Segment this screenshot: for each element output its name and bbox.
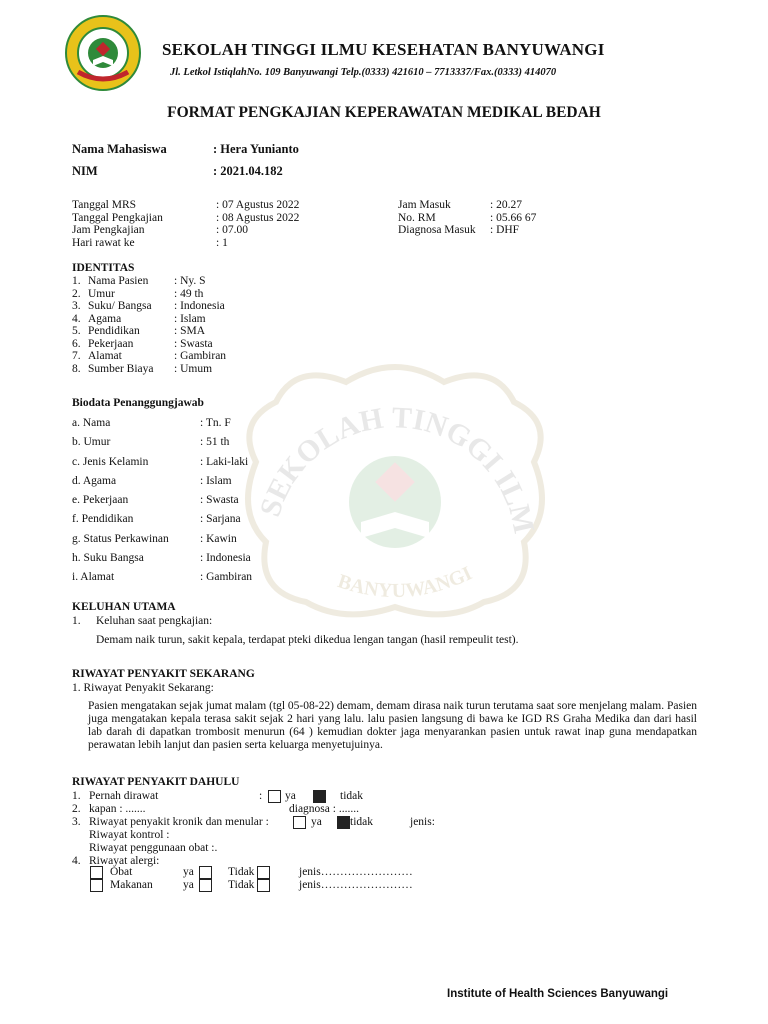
svg-text:BANYUWANGI <box>335 562 476 602</box>
list-item: d. Agama : Islam <box>72 474 232 487</box>
allergy-makanan-ya-checkbox[interactable] <box>199 879 212 892</box>
rpd-q4-num: 4. <box>72 855 81 867</box>
penanggung-list <box>72 417 252 591</box>
admission-row: Diagnosa Masuk : DHF <box>398 224 520 236</box>
allergy-makanan-jenis: jenis…………………… <box>299 879 413 891</box>
list-item: b. Umur : 51 th <box>72 436 230 449</box>
rpd-q4-label: Riwayat alergi: <box>89 855 160 867</box>
allergy-obat-ya-label: ya <box>183 866 194 878</box>
identitas-heading: IDENTITAS <box>72 262 135 274</box>
rpd-q1-tidak-checkbox[interactable] <box>313 790 326 803</box>
rps-heading: RIWAYAT PENYAKIT SEKARANG <box>72 668 255 680</box>
rps-label: 1. Riwayat Penyakit Sekarang: <box>72 682 214 694</box>
rpd-obat-use: Riwayat penggunaan obat :. <box>89 842 218 854</box>
allergy-obat-jenis: jenis…………………… <box>299 866 413 878</box>
list-item: h. Suku Bangsa : Indonesia <box>72 552 251 565</box>
admission-left-block <box>72 199 299 249</box>
rpd-q3-ya-label: ya <box>311 816 322 828</box>
rpd-q1-ya-label: ya <box>285 790 296 802</box>
rpd-q1-num: 1. <box>72 790 81 802</box>
rpd-q2-diagnosa: diagnosa : ....... <box>289 803 359 815</box>
allergy-obat-tidak-label: Tidak <box>228 866 255 878</box>
watermark-bottom-text: BANYUWANGI <box>334 562 476 603</box>
allergy-makanan-tidak-label: Tidak <box>228 879 255 891</box>
institution-logo <box>64 14 142 92</box>
list-item: c. Jenis Kelamin : Laki-laki <box>72 455 249 468</box>
list-item: 7. Alamat : Gambiran <box>72 350 227 362</box>
list-item: f. Pendidikan : Sarjana <box>72 513 241 526</box>
allergy-makanan-tidak-checkbox[interactable] <box>257 879 270 892</box>
institution-address: Jl. Letkol IstiqlahNo. 109 Banyuwangi Telp.(0333) 421610 – 7713337/Fax.(0333) 414070 <box>170 67 557 78</box>
rpd-q3-tidak-checkbox[interactable] <box>337 816 350 829</box>
list-item: 3. Suku/ Bangsa : Indonesia <box>72 300 225 312</box>
list-item: 4. Agama : Islam <box>72 312 206 325</box>
rpd-q1-colon: : <box>259 790 263 802</box>
list-item: 8. Sumber Biaya : Umum <box>72 362 213 375</box>
rpd-q1-label: Pernah dirawat <box>89 790 159 802</box>
rpd-q3-num: 3. <box>72 816 81 828</box>
admission-row: Jam Pengkajian : 07.00 <box>72 224 248 236</box>
list-item: e. Pekerjaan : Swasta <box>72 494 239 507</box>
rpd-q1-ya-checkbox[interactable] <box>268 790 281 803</box>
list-item: i. Alamat : Gambiran <box>72 571 253 584</box>
allergy-makanan-label: Makanan <box>110 879 153 891</box>
allergy-obat-checkbox[interactable] <box>90 866 103 879</box>
list-item: 1. Nama Pasien : Ny. S <box>72 275 206 287</box>
nim-value: : 2021.04.182 <box>213 164 283 178</box>
watermark-arc-text: SEKOLAH TINGGI ILM <box>253 401 541 537</box>
admission-row: Tanggal MRS : 07 Agustus 2022 <box>72 199 300 211</box>
allergy-makanan-ya-label: ya <box>183 879 194 891</box>
allergy-obat-tidak-checkbox[interactable] <box>257 866 270 879</box>
rpd-q3-ya-checkbox[interactable] <box>293 816 306 829</box>
rpd-heading: RIWAYAT PENYAKIT DAHULU <box>72 776 240 788</box>
list-item: a. Nama : Tn. F <box>72 417 231 429</box>
student-name-label: Nama Mahasiswa <box>72 142 167 156</box>
rps-text: Pasien mengatakan sejak jumat malam (tgl 05-08-22) demam, demam dirasa naik turun terutama saat sore menjelang malam. Pasien juga mengatakan kepala terasa sakit sejak 2 hari yang lalu. lalu pasien langsung di bawa ke IGD RS Graha Medika dan dari hasil lab darah di dapatkan trombosit menurun (64 ) kemudian dokter jaga menyarankan pasien untuk rawat inap guna mendapatkan perawatan lebih lanjut dan pasien serta keluarga menyetujuinya. <box>88 700 697 751</box>
list-item: 2. Umur : 49 th <box>72 287 204 300</box>
allergy-makanan-checkbox[interactable] <box>90 879 103 892</box>
rpd-q3-tidak-label: tidak <box>350 816 373 828</box>
allergy-obat-ya-checkbox[interactable] <box>199 866 212 879</box>
allergy-obat-label: Obat <box>110 866 133 878</box>
rpd-q1-tidak-label: tidak <box>340 790 363 802</box>
admission-right-block <box>398 199 536 237</box>
rpd-q2-num: 2. <box>72 803 81 815</box>
footer-institute: Institute of Health Sciences Banyuwangi <box>447 988 669 1000</box>
rpd-kontrol: Riwayat kontrol : <box>89 829 170 841</box>
list-item: 5. Pendidikan : SMA <box>72 325 205 337</box>
rpd-q3-label: Riwayat penyakit kronik dan menular : <box>89 816 269 828</box>
keluhan-text: Demam naik turun, sakit kepala, terdapat pteki dikedua lengan tangan (hasil rempeulit test). <box>96 634 519 646</box>
watermark-logo <box>236 362 554 624</box>
keluhan-label: Keluhan saat pengkajian: <box>96 615 213 627</box>
institution-name: SEKOLAH TINGGI ILMU KESEHATAN BANYUWANGI <box>162 40 605 59</box>
nim-label: NIM <box>72 164 98 178</box>
admission-row: Jam Masuk : 20.27 <box>398 199 522 211</box>
penanggung-heading: Biodata Penanggungjawab <box>72 397 204 409</box>
keluhan-heading: KELUHAN UTAMA <box>72 601 176 613</box>
document-title: FORMAT PENGKAJIAN KEPERAWATAN MEDIKAL BEDAH <box>167 104 601 121</box>
identitas-list <box>72 275 226 375</box>
admission-row: Tanggal Pengkajian : 08 Agustus 2022 <box>72 211 300 224</box>
rpd-q3-jenis: jenis: <box>410 816 435 828</box>
admission-row: No. RM : 05.66 67 <box>398 211 537 224</box>
list-item: 6. Pekerjaan : Swasta <box>72 337 213 350</box>
rpd-q2-label: kapan : ....... <box>89 803 146 815</box>
keluhan-num: 1. <box>72 615 81 627</box>
list-item: g. Status Perkawinan : Kawin <box>72 532 237 545</box>
admission-row: Hari rawat ke : 1 <box>72 236 228 249</box>
student-name-value: : Hera Yunianto <box>213 142 299 156</box>
